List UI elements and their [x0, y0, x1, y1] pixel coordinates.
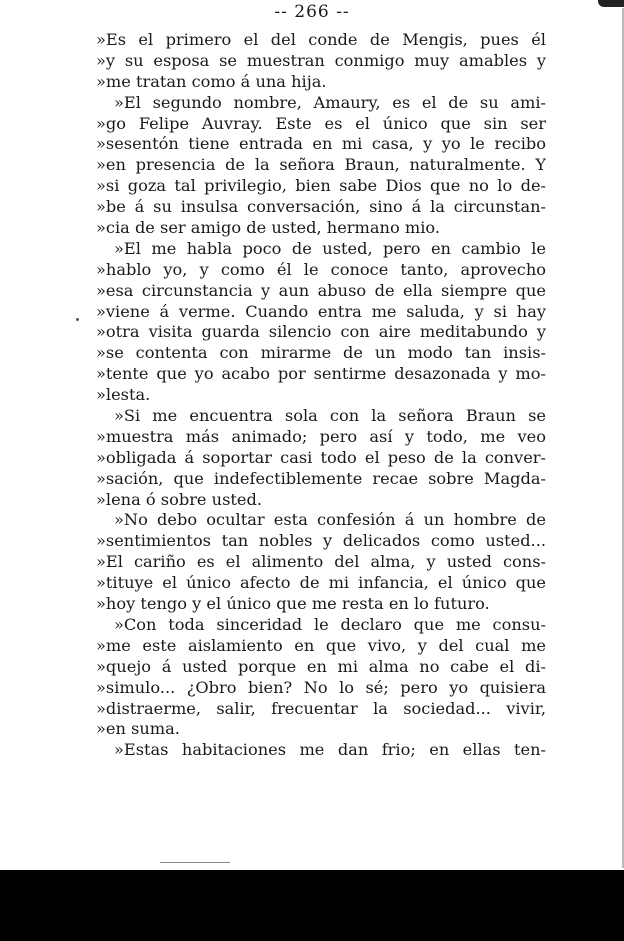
text-line: »simulo... ¿Obro bien? No lo sé; pero yo quisiera — [96, 677, 546, 697]
text-line: »Estas habitaciones me dan frio; en ellas ten- — [114, 740, 546, 760]
text-line: »sesentón tiene entrada en mi casa, y yo le recibo — [96, 134, 546, 154]
text-line: »Con toda sinceridad le declaro que me consu- — [114, 614, 546, 634]
text-line: »sentimientos tan nobles y delicados como usted... — [96, 531, 546, 551]
page-number: -- 266 -- — [274, 2, 350, 22]
text-line: »quejo á usted porque en mi alma no cabe el di- — [96, 656, 546, 676]
margin-speck — [76, 318, 79, 321]
text-line: »Si me encuentra sola con la señora Braun se — [114, 406, 546, 426]
text-line: »tituye el único afecto de mi infancia, el único que — [96, 573, 546, 593]
text-line: »Es el primero el del conde de Mengis, pues él — [96, 30, 546, 49]
text-line: »se contenta con mirarme de un modo tan insis- — [96, 343, 546, 363]
text-line: »me este aislamiento en que vivo, y del cual me — [96, 635, 546, 655]
text-line: »El cariño es el alimento del alma, y usted cons- — [96, 552, 546, 572]
text-line: »hablo yo, y como él le conoce tanto, aprovecho — [96, 259, 546, 279]
text-line: »lesta. — [96, 385, 151, 405]
text-line: »El segundo nombre, Amaury, es el de su ami- — [114, 92, 546, 112]
text-line: »sación, que indefectiblemente recae sobre Magda- — [96, 468, 546, 488]
text-line: »en suma. — [96, 719, 180, 739]
text-line: »lena ó sobre usted. — [96, 489, 262, 509]
text-line: »No debo ocultar esta confesión á un hombre de — [114, 510, 546, 530]
text-line: »esa circunstancia y aun abuso de ella siempre que — [96, 280, 546, 300]
text-line: »El me habla poco de usted, pero en cambio le — [114, 238, 546, 258]
text-line: »cia de ser amigo de usted, hermano mio. — [96, 218, 440, 238]
text-line: »si goza tal privilegio, bien sabe Dios que no lo de- — [96, 176, 546, 196]
scan-bottom-border — [0, 870, 624, 941]
text-line: »tente que yo acabo por sentirme desazonada y mo- — [96, 364, 546, 384]
text-line: »go Felipe Auvray. Este es el único que sin ser — [96, 113, 546, 133]
text-line: »en presencia de la señora Braun, naturalmente. Y — [96, 155, 546, 175]
footer-rule — [160, 862, 230, 863]
text-line: »otra visita guarda silencio con aire meditabundo y — [96, 322, 546, 342]
text-line: »muestra más animado; pero así y todo, me veo — [96, 426, 546, 446]
text-line: »me tratan como á una hija. — [96, 71, 327, 91]
text-line: »viene á verme. Cuando entra me saluda, y si hay — [96, 301, 546, 321]
body-text — [96, 30, 546, 761]
text-line: »distraerme, salir, frecuentar la sociedad... vivir, — [96, 698, 546, 718]
text-line: »hoy tengo y el único que me resta en lo futuro. — [96, 594, 490, 614]
text-line: »y su esposa se muestran conmigo muy amables y — [96, 50, 546, 70]
text-line: »obligada á soportar casi todo el peso de la conver- — [96, 447, 546, 467]
text-line: »be á su insulsa conversación, sino á la circunstan- — [96, 197, 546, 217]
